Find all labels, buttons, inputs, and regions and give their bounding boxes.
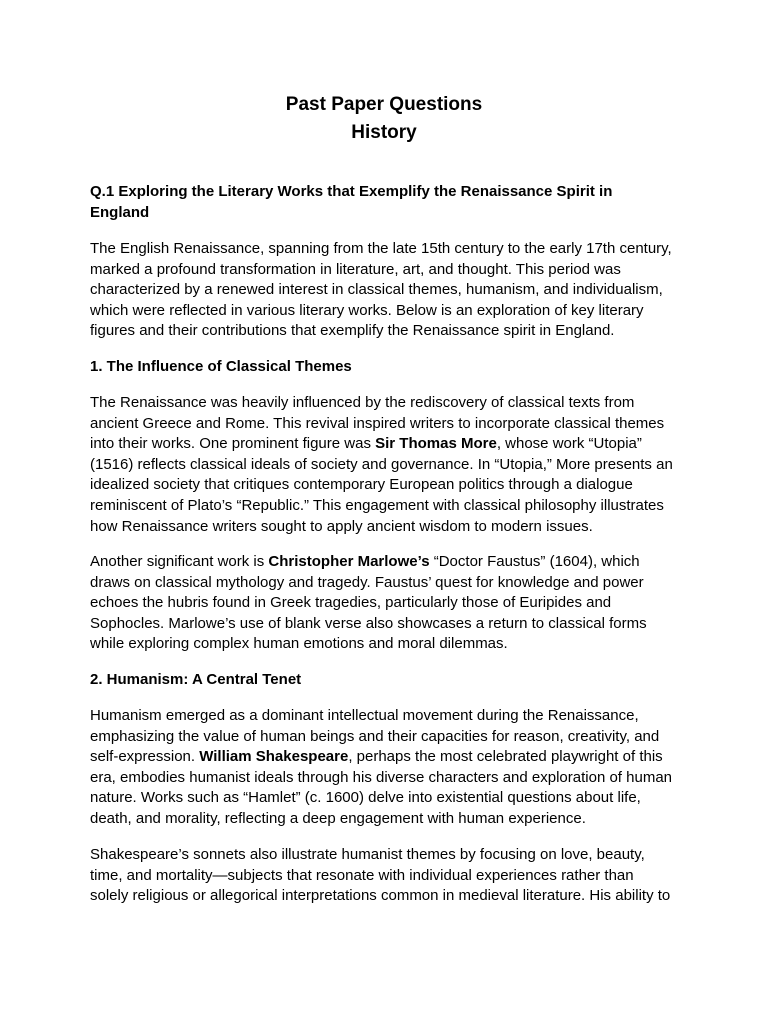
section-heading-classical-themes [90,357,690,378]
document-title: Past Paper Questions [285,94,483,115]
author-name-christopher-marlowe: Christopher Marlowe’s [268,553,430,570]
question-heading-line: England [90,203,150,221]
author-name-thomas-more: Sir Thomas More [375,435,497,453]
text-line: idealized society that critiques contemporary European politics through a dialogue [90,476,633,494]
section-heading-text: 1. The Influence of Classical Themes [90,358,352,375]
text-segment: , whose work “Utopia” [496,435,642,453]
text-line: The Renaissance was heavily influenced by the rediscovery of classical texts from [90,394,635,411]
text-line: era, embodies humanist ideals through his diverse characters and exploration of human [90,768,672,786]
text-line: death, and morality, reflecting a deep engagement with human experience. [90,809,586,827]
question-heading-line: Q.1 Exploring the Literary Works that Exemplify the Renaissance Spirit in [90,183,613,200]
classical-themes-paragraph-2 [90,552,690,655]
text-line: ancient Greece and Rome. This revival inspired writers to incorporate classical themes [90,414,665,432]
text-line [90,434,690,455]
text-segment: , perhaps the most celebrated playwright of this [348,748,663,766]
question-heading [90,182,690,223]
text-line: characterized by a renewed interest in classical themes, humanism, and individualism, [90,281,663,299]
text-segment: “Doctor Faustus” (1604), which [429,553,640,570]
humanism-paragraph-1 [90,706,690,830]
text-segment: self-expression. [90,748,200,766]
text-line: how Renaissance writers sought to apply ancient wisdom to modern issues. [90,517,593,535]
humanism-paragraph-2 [90,845,690,907]
text-line: Humanism emerged as a dominant intellectual movement during the Renaissance, [90,707,639,724]
classical-themes-paragraph-1 [90,393,690,537]
intro-paragraph [90,239,690,342]
text-line: Shakespeare’s sonnets also illustrate humanist themes by focusing on love, beauty, [90,846,645,863]
text-line: (1516) reflects classical ideals of society and governance. In “Utopia,” More presents an [90,455,673,473]
text-line: Sophocles. Marlowe’s use of blank verse also showcases a return to classical forms [90,614,647,632]
text-line: emphasizing the value of human beings and their capacities for reason, creativity, and [90,727,660,745]
text-line: which were reflected in various literary works. Below is an exploration of key literary [90,301,644,319]
text-line [90,552,690,573]
text-line: marked a profound transformation in literature, art, and thought. This period was [90,260,621,278]
text-line: figures and their contributions that exemplify the Renaissance spirit in England. [90,322,615,340]
text-line: The English Renaissance, spanning from the late 15th century to the early 17th century, [90,240,672,257]
text-line: reminiscent of Plato’s “Republic.” This engagement with classical philosophy illustrates [90,496,664,514]
text-line: draws on classical mythology and tragedy. Faustus’ quest for knowledge and power [90,573,644,591]
text-line: while exploring complex human emotions and moral dilemmas. [90,635,508,653]
text-line: nature. Works such as “Hamlet” (c. 1600) delve into existential questions about life, [90,789,641,807]
document-subtitle: History [351,122,417,143]
text-line: solely religious or allegorical interpretations common in medieval literature. His ability to [90,887,671,905]
text-line: echoes the hubris found in Greek tragedies, particularly those of Euripides and [90,594,612,612]
author-name-william-shakespeare: William Shakespeare [199,748,349,766]
section-heading-humanism [90,670,690,691]
section-heading-text: 2. Humanism: A Central Tenet [90,671,302,688]
text-segment: Another significant work is [90,553,269,570]
text-line [90,747,690,768]
text-segment: into their works. One prominent figure was [90,435,376,453]
text-line: time, and mortality—subjects that resonate with individual experiences rather than [90,866,634,884]
